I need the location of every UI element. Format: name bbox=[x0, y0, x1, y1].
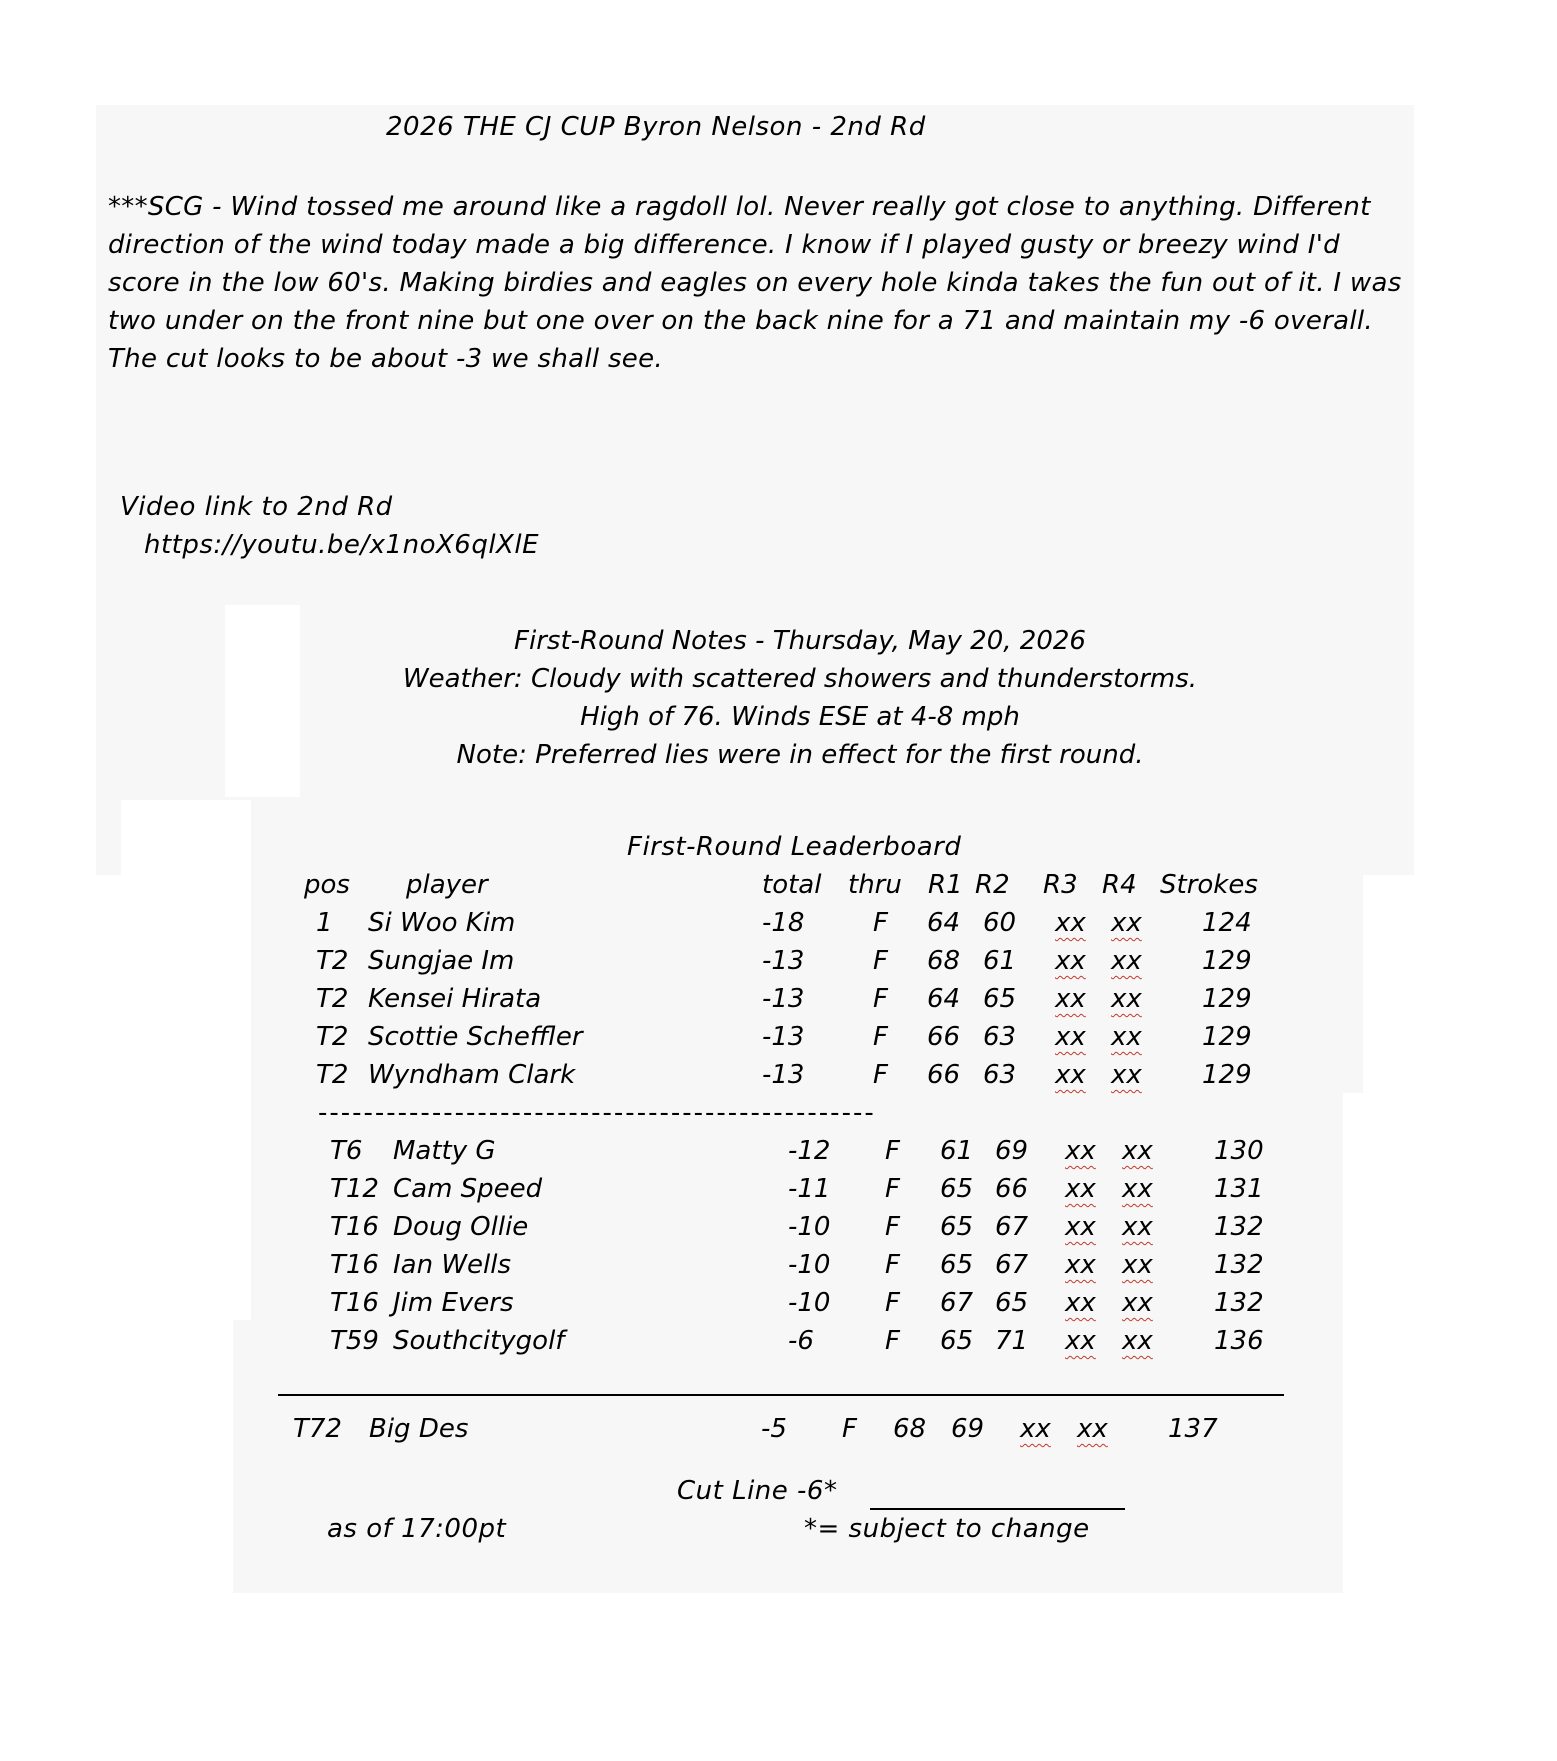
round-notes bbox=[300, 622, 1300, 774]
cell-r2: 66 bbox=[995, 1174, 1029, 1204]
cell-player: Sungjae Im bbox=[368, 946, 515, 976]
cell-r1: 66 bbox=[927, 1060, 961, 1090]
cell-r4: xx bbox=[1122, 1174, 1153, 1204]
cell-r3: xx bbox=[1055, 1060, 1086, 1090]
cell-r3: xx bbox=[1020, 1414, 1051, 1444]
cell-r2: 61 bbox=[983, 946, 1017, 976]
leaderboard-row bbox=[0, 1288, 1557, 1326]
page-title: 2026 THE CJ CUP Byron Nelson - 2nd Rd bbox=[386, 112, 926, 142]
cell-strokes: 129 bbox=[1202, 946, 1252, 976]
cell-strokes: 131 bbox=[1214, 1174, 1264, 1204]
cell-player: Wyndham Clark bbox=[368, 1060, 576, 1090]
cell-total: -10 bbox=[788, 1288, 831, 1318]
cell-total: -13 bbox=[762, 946, 805, 976]
cell-total: -6 bbox=[788, 1326, 814, 1356]
header-r3: R3 bbox=[1043, 870, 1078, 900]
cell-r1: 68 bbox=[893, 1414, 927, 1444]
cell-r4: xx bbox=[1111, 1022, 1142, 1052]
cell-pos: T2 bbox=[316, 1022, 349, 1052]
cell-thru: F bbox=[873, 908, 888, 938]
cell-r1: 66 bbox=[927, 1022, 961, 1052]
post-body: ***SCG - Wind tossed me around like a ragdoll lol. Never really got close to anything. Different direction of the wind today made a big difference. I know if I played gusty or breezy wind I'd score in the low 60's. Making birdies and eagles on every hole kinda takes the fun out of it. I was two under on the front nine but one over on the back nine for a 71 and maintain my -6 overall. The cut looks to be about -3 we shall see. bbox=[108, 192, 1402, 374]
cut-line-blank bbox=[870, 1508, 1125, 1510]
leaderboard-row bbox=[0, 1136, 1557, 1174]
cell-r4: xx bbox=[1111, 908, 1142, 938]
cell-r1: 65 bbox=[940, 1326, 974, 1356]
cell-r2: 60 bbox=[983, 908, 1017, 938]
cell-r4: xx bbox=[1077, 1414, 1108, 1444]
cell-thru: F bbox=[885, 1250, 900, 1280]
cell-r3: xx bbox=[1055, 1022, 1086, 1052]
cell-r4: xx bbox=[1122, 1326, 1153, 1356]
cell-player: Si Woo Kim bbox=[368, 908, 516, 938]
cell-thru: F bbox=[842, 1414, 857, 1444]
cell-thru: F bbox=[885, 1212, 900, 1242]
cell-pos: T59 bbox=[330, 1326, 379, 1356]
leaderboard-row bbox=[0, 1250, 1557, 1288]
cell-r3: xx bbox=[1065, 1212, 1096, 1242]
cell-thru: F bbox=[873, 1022, 888, 1052]
cell-thru: F bbox=[873, 1060, 888, 1090]
cell-r1: 68 bbox=[927, 946, 961, 976]
leaderboard-row bbox=[0, 946, 1557, 984]
cell-player: Doug Ollie bbox=[393, 1212, 529, 1242]
as-of-time: as of 17:00pt bbox=[327, 1514, 507, 1544]
notes-line: Note: Preferred lies were in effect for the first round. bbox=[456, 740, 1144, 770]
notes-line: First-Round Notes - Thursday, May 20, 2026 bbox=[514, 626, 1086, 656]
cell-r4: xx bbox=[1122, 1212, 1153, 1242]
notes-white-block bbox=[225, 605, 300, 797]
cell-player: Matty G bbox=[393, 1136, 496, 1166]
cell-r2: 65 bbox=[983, 984, 1017, 1014]
cell-pos: T2 bbox=[316, 946, 349, 976]
cell-r4: xx bbox=[1111, 1060, 1142, 1090]
header-r2: R2 bbox=[975, 870, 1010, 900]
cell-r1: 61 bbox=[940, 1136, 974, 1166]
cell-thru: F bbox=[873, 984, 888, 1014]
cell-r2: 71 bbox=[995, 1326, 1029, 1356]
cell-strokes: 136 bbox=[1214, 1326, 1264, 1356]
cell-total: -11 bbox=[788, 1174, 831, 1204]
cell-strokes: 137 bbox=[1168, 1414, 1218, 1444]
leaderboard-row bbox=[0, 1022, 1557, 1060]
cell-pos: T16 bbox=[330, 1212, 379, 1242]
cell-total: -13 bbox=[762, 1060, 805, 1090]
header-pos: pos bbox=[304, 870, 350, 900]
video-label: Video link to 2nd Rd bbox=[120, 492, 393, 522]
header-strokes: Strokes bbox=[1160, 870, 1258, 900]
cell-r3: xx bbox=[1065, 1288, 1096, 1318]
cell-r1: 64 bbox=[927, 984, 961, 1014]
leaderboard-row bbox=[0, 908, 1557, 946]
cell-r2: 69 bbox=[951, 1414, 985, 1444]
cell-r2: 63 bbox=[983, 1060, 1017, 1090]
cell-strokes: 132 bbox=[1214, 1250, 1264, 1280]
notes-line: High of 76. Winds ESE at 4-8 mph bbox=[580, 702, 1020, 732]
cell-pos: T16 bbox=[330, 1288, 379, 1318]
cell-r3: xx bbox=[1065, 1174, 1096, 1204]
cell-r4: xx bbox=[1111, 984, 1142, 1014]
cut-rule bbox=[278, 1394, 1284, 1396]
header-player: player bbox=[406, 870, 488, 900]
cell-total: -12 bbox=[788, 1136, 831, 1166]
cell-total: -10 bbox=[788, 1250, 831, 1280]
cell-player: Southcitygolf bbox=[393, 1326, 565, 1356]
cell-total: -13 bbox=[762, 984, 805, 1014]
cell-strokes: 129 bbox=[1202, 984, 1252, 1014]
cell-thru: F bbox=[885, 1174, 900, 1204]
cell-strokes: 132 bbox=[1214, 1212, 1264, 1242]
cell-player: Ian Wells bbox=[393, 1250, 512, 1280]
cell-r3: xx bbox=[1065, 1326, 1096, 1356]
cell-pos: T2 bbox=[316, 984, 349, 1014]
subject-note: *= subject to change bbox=[804, 1514, 1090, 1544]
cell-strokes: 132 bbox=[1214, 1288, 1264, 1318]
cell-player: Kensei Hirata bbox=[368, 984, 542, 1014]
cell-r1: 65 bbox=[940, 1174, 974, 1204]
cell-pos: T6 bbox=[330, 1136, 363, 1166]
cell-r4: xx bbox=[1111, 946, 1142, 976]
header-r1: R1 bbox=[928, 870, 963, 900]
cell-total: -10 bbox=[788, 1212, 831, 1242]
header-total: total bbox=[762, 870, 822, 900]
header-thru: thru bbox=[848, 870, 902, 900]
cell-thru: F bbox=[873, 946, 888, 976]
cell-total: -5 bbox=[761, 1414, 787, 1444]
leaderboard-row bbox=[0, 1326, 1557, 1364]
cell-r1: 65 bbox=[940, 1250, 974, 1280]
leaderboard-divider: ------------------------------------------------- bbox=[318, 1098, 876, 1128]
leaderboard-header bbox=[0, 870, 1557, 908]
cell-player: Jim Evers bbox=[393, 1288, 514, 1318]
leaderboard-row bbox=[0, 1212, 1557, 1250]
cell-thru: F bbox=[885, 1288, 900, 1318]
cell-r2: 67 bbox=[995, 1212, 1029, 1242]
cell-total: -18 bbox=[762, 908, 805, 938]
cell-r4: xx bbox=[1122, 1288, 1153, 1318]
cell-r3: xx bbox=[1065, 1250, 1096, 1280]
cell-r2: 65 bbox=[995, 1288, 1029, 1318]
cell-r1: 65 bbox=[940, 1212, 974, 1242]
cell-strokes: 129 bbox=[1202, 1060, 1252, 1090]
cell-r4: xx bbox=[1122, 1250, 1153, 1280]
cell-r3: xx bbox=[1065, 1136, 1096, 1166]
cell-r3: xx bbox=[1055, 946, 1086, 976]
cell-pos: T2 bbox=[316, 1060, 349, 1090]
cell-r4: xx bbox=[1122, 1136, 1153, 1166]
notes-line: Weather: Cloudy with scattered showers and thunderstorms. bbox=[402, 664, 1198, 694]
cell-pos: T16 bbox=[330, 1250, 379, 1280]
cell-r2: 63 bbox=[983, 1022, 1017, 1052]
cell-r2: 67 bbox=[995, 1250, 1029, 1280]
leaderboard-row bbox=[0, 1060, 1557, 1098]
header-r4: R4 bbox=[1102, 870, 1137, 900]
cell-player: Big Des bbox=[369, 1414, 469, 1444]
cell-r1: 67 bbox=[940, 1288, 974, 1318]
leaderboard-row bbox=[0, 1414, 1557, 1452]
cell-pos: 1 bbox=[316, 908, 333, 938]
leaderboard-title: First-Round Leaderboard bbox=[627, 832, 962, 862]
cell-pos: T12 bbox=[330, 1174, 379, 1204]
cell-strokes: 124 bbox=[1202, 908, 1252, 938]
leaderboard-row bbox=[0, 1174, 1557, 1212]
video-link[interactable]: https://youtu.be/x1noX6qlXlE bbox=[144, 530, 540, 560]
cut-line: Cut Line -6* bbox=[677, 1476, 838, 1506]
cell-player: Scottie Scheffler bbox=[368, 1022, 583, 1052]
cell-player: Cam Speed bbox=[393, 1174, 543, 1204]
cell-thru: F bbox=[885, 1136, 900, 1166]
cell-r1: 64 bbox=[927, 908, 961, 938]
cell-r3: xx bbox=[1055, 908, 1086, 938]
cell-pos: T72 bbox=[293, 1414, 342, 1444]
cell-r3: xx bbox=[1055, 984, 1086, 1014]
cell-total: -13 bbox=[762, 1022, 805, 1052]
cell-thru: F bbox=[885, 1326, 900, 1356]
cell-strokes: 130 bbox=[1214, 1136, 1264, 1166]
cell-r2: 69 bbox=[995, 1136, 1029, 1166]
cell-strokes: 129 bbox=[1202, 1022, 1252, 1052]
leaderboard-row bbox=[0, 984, 1557, 1022]
